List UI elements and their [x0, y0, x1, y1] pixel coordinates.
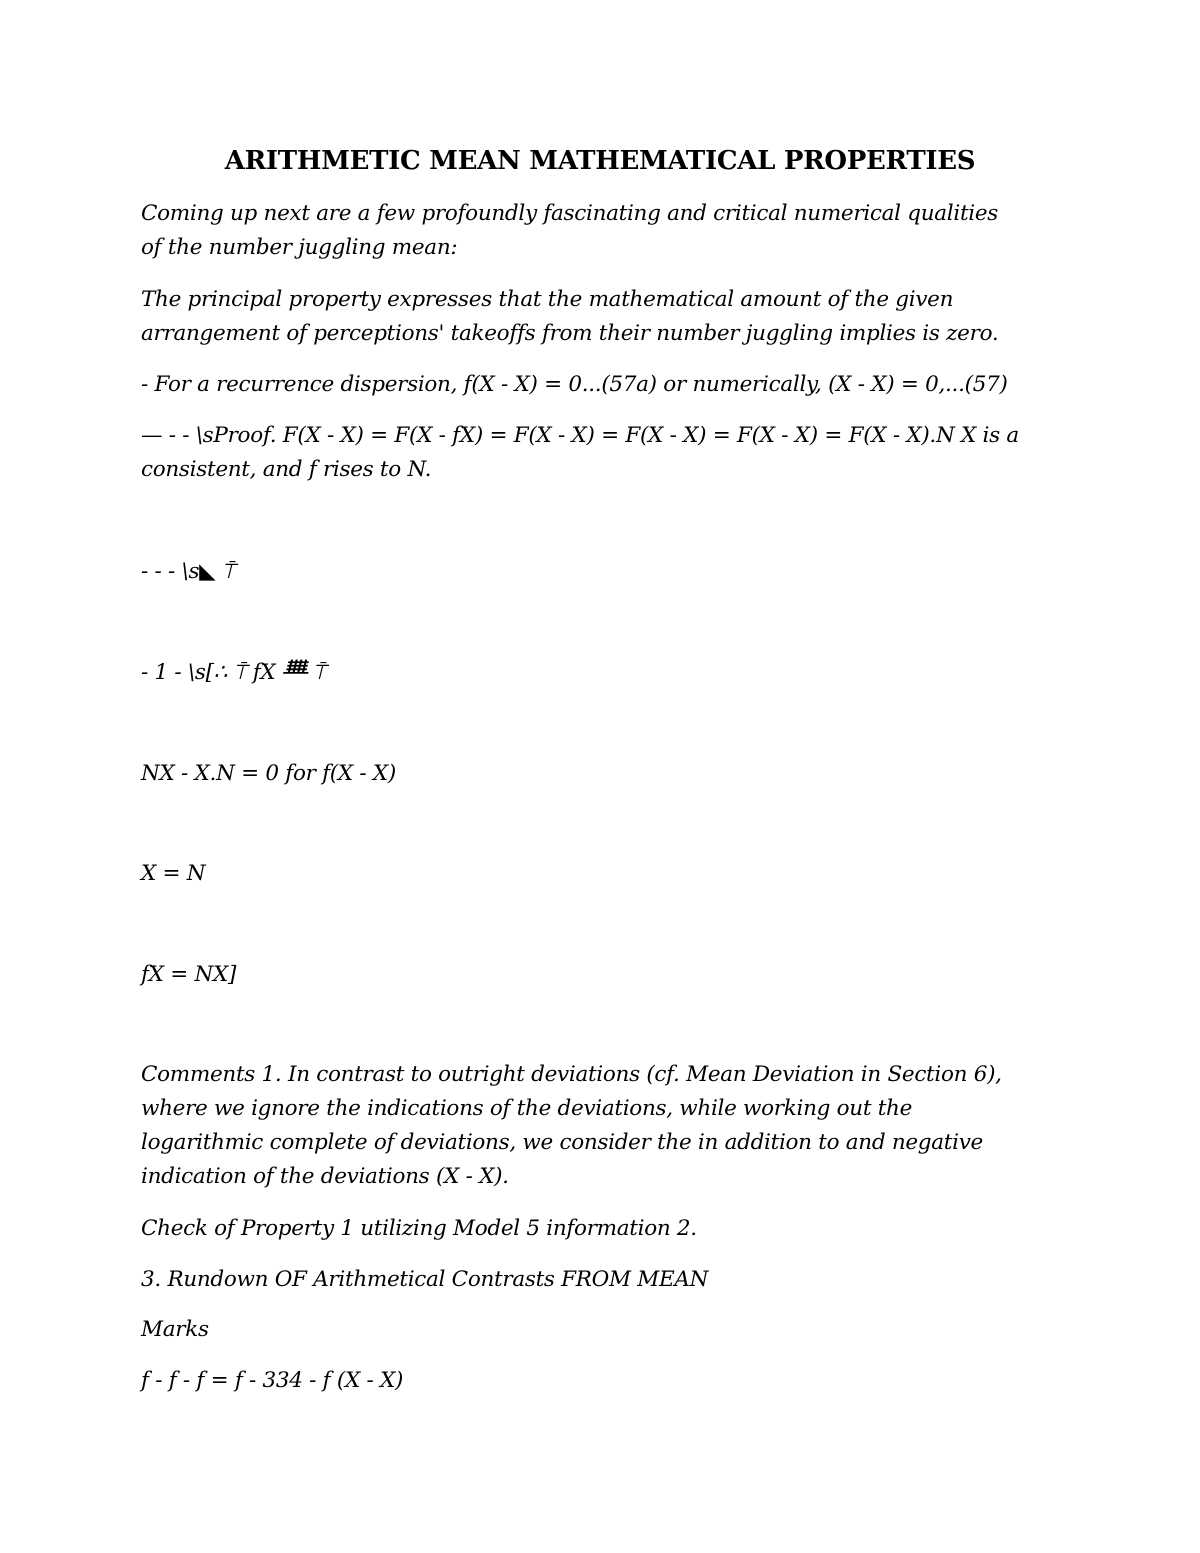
- principal-property-paragraph: [141, 283, 1071, 351]
- text-line: consistent, and f rises to N.: [141, 457, 432, 482]
- text-line: - For a recurrence dispersion, f(X - X) = 0...(57a) or numerically, (X - X) = 0,...(57): [141, 372, 1008, 397]
- text-line: - - - \s◣ ⍑: [141, 559, 235, 584]
- text-line: fX = NX]: [141, 962, 237, 987]
- frequency-distribution-formula: [141, 368, 1071, 402]
- text-line: arrangement of perceptions' takeoffs from their number juggling implies is zero.: [141, 321, 999, 346]
- check-property-line: [141, 1212, 1071, 1246]
- proof-paragraph: [141, 419, 1071, 487]
- garbled-formula-line: [141, 656, 1071, 690]
- text-line: of the number juggling mean:: [141, 235, 458, 260]
- equation-line: [141, 857, 1071, 891]
- text-line: X = N: [141, 861, 206, 886]
- intro-paragraph: [141, 197, 1071, 265]
- text-line: 3. Rundown OF Arithmetical Contrasts FROM MEAN: [141, 1267, 709, 1292]
- text-line: Coming up next are a few profoundly fascinating and critical numerical qualities: [141, 201, 999, 226]
- text-line: Check of Property 1 utilizing Model 5 information 2.: [141, 1216, 697, 1241]
- text-line: Comments 1. In contrast to outright deviations (cf. Mean Deviation in Section 6),: [141, 1062, 1002, 1087]
- garbled-formula-line: [141, 555, 1071, 589]
- equation-line: [141, 1364, 1071, 1398]
- comments-paragraph: [141, 1058, 1071, 1194]
- text-line: where we ignore the indications of the deviations, while working out the: [141, 1096, 913, 1121]
- equation-line: [141, 757, 1071, 791]
- page-title: ARITHMETIC MEAN MATHEMATICAL PROPERTIES: [224, 146, 976, 176]
- marks-line: [141, 1313, 1071, 1347]
- equation-line: [141, 958, 1071, 992]
- text-line: f - f - f = f - 334 - f (X - X): [141, 1368, 404, 1393]
- text-line: Marks: [141, 1317, 209, 1342]
- text-line: indication of the deviations (X - X).: [141, 1164, 509, 1189]
- text-line: logarithmic complete of deviations, we consider the in addition to and negative: [141, 1130, 983, 1155]
- text-line: — - - \sProof. F(X - X) = F(X - fX) = F(X - X) = F(X - X) = F(X - X) = F(X - X).N X is a: [141, 423, 1019, 448]
- text-line: NX - X.N = 0 for f(X - X): [141, 761, 396, 786]
- rundown-heading-line: [141, 1263, 1071, 1297]
- text-line: The principal property expresses that the mathematical amount of the given: [141, 287, 954, 312]
- text-line: - 1 - \s[∴ ⍑ fX ᚙ ⍑: [141, 660, 326, 685]
